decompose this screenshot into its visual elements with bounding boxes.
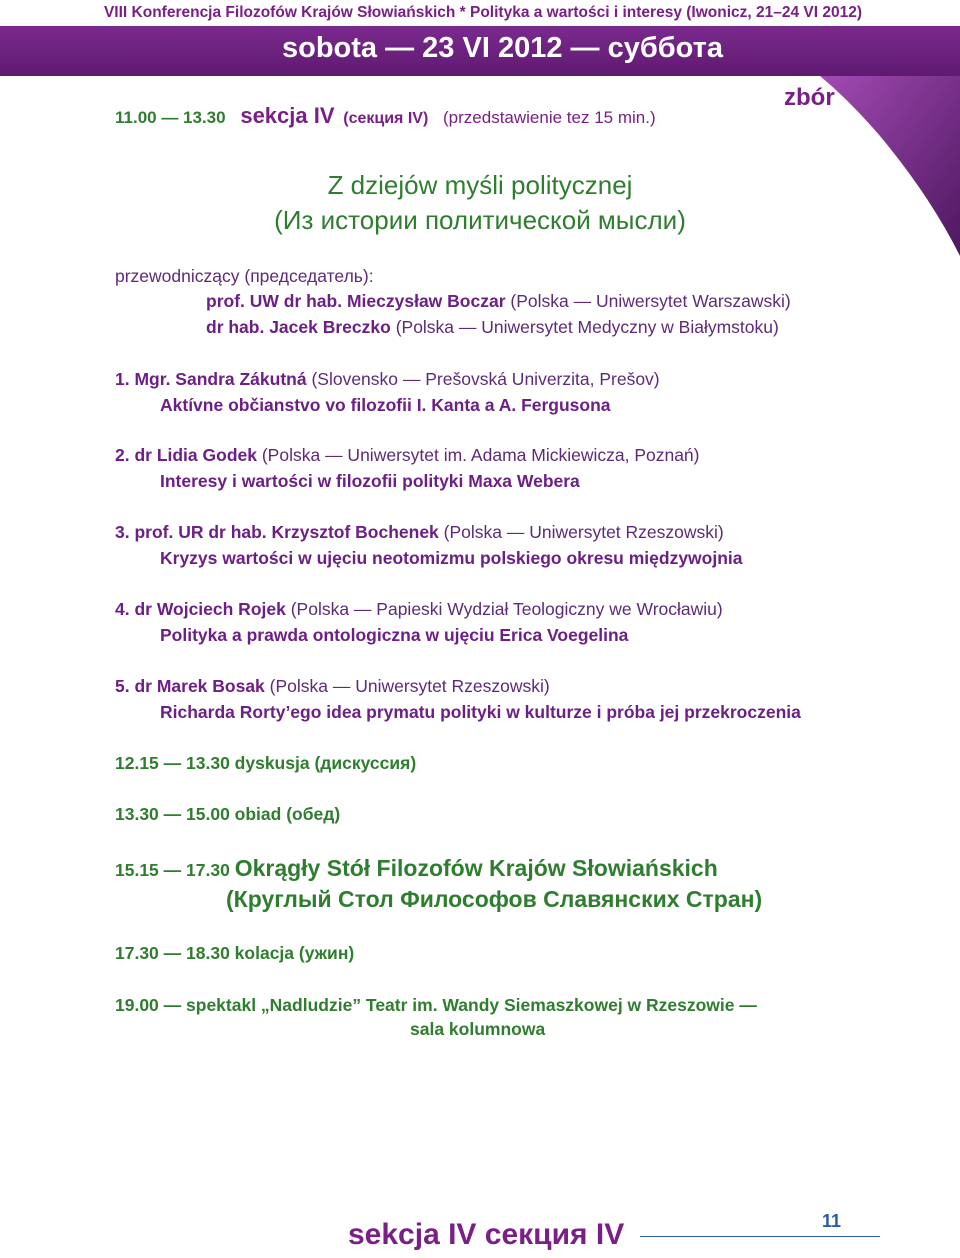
- schedule-show: 19.00 — spektakl „Nadludzie” Teatr im. Wandy Siemaszkowej w Rzeszowie —: [115, 995, 757, 1015]
- chair-affiliation: (Polska — Uniwersytet Warszawski): [510, 291, 791, 311]
- session-name-ru: (секция IV): [343, 110, 429, 127]
- speaker-name: 2. dr Lidia Godek: [115, 445, 257, 465]
- day-banner: [0, 26, 960, 76]
- chairs-label: przewodniczący (председатель):: [115, 266, 374, 286]
- session-theme-ru: (Из истории политической мысли): [274, 205, 686, 235]
- speaker-item: [115, 599, 723, 620]
- schedule-roundtable: [115, 855, 718, 882]
- conference-header: [0, 0, 960, 26]
- roundtable-time: 15.15 — 17.30: [115, 860, 230, 880]
- chair-name: prof. UW dr hab. Mieczysław Boczar: [206, 291, 506, 311]
- session-line: [115, 103, 656, 129]
- talk-title: Kryzys wartości w ujęciu neotomizmu polskiego okresu międzywojnia: [160, 548, 743, 568]
- speaker-name: 1. Mgr. Sandra Zákutná: [115, 369, 307, 389]
- speaker-name: 4. dr Wojciech Rojek: [115, 599, 286, 619]
- session-note: (przedstawienie tez 15 min.): [443, 108, 656, 127]
- speaker-item: [115, 369, 660, 390]
- speaker-affiliation: (Polska — Papieski Wydział Teologiczny we Wrocławiu): [290, 599, 723, 619]
- speaker-item: [115, 676, 550, 697]
- chair-item: [206, 317, 779, 338]
- schedule-dinner: 17.30 — 18.30 kolacja (ужин): [115, 943, 355, 963]
- page-number: 11: [822, 1211, 842, 1231]
- talk-title: Richarda Rorty’ego idea prymatu polityki w kulturze i próba jej przekroczenia: [160, 702, 801, 722]
- conference-title: VIII Konferencja Filozofów Krajów Słowiańskich * Polityka a wartości i interesy (Iwonicz, 21–24 VI 2012): [103, 4, 862, 21]
- schedule-discussion: 12.15 — 13.30 dyskusja (дискуссия): [115, 753, 417, 773]
- speaker-name: 5. dr Marek Bosak: [115, 676, 265, 696]
- chair-affiliation: (Polska — Uniwersytet Medyczny w Białymstoku): [395, 317, 779, 337]
- speaker-affiliation: (Polska — Uniwersytet Rzeszowski): [443, 522, 724, 542]
- speaker-name: 3. prof. UR dr hab. Krzysztof Bochenek: [115, 522, 439, 542]
- session-name: sekcja IV: [240, 103, 335, 128]
- day-title: sobota — 23 VI 2012 — суббота: [282, 32, 723, 64]
- talk-title: Interesy i wartości w filozofii polityki Maxa Webera: [160, 471, 580, 491]
- speaker-affiliation: (Slovensko — Prešovská Univerzita, Prešov): [311, 369, 660, 389]
- footer-section: sekcja IV секция IV: [348, 1218, 625, 1251]
- speaker-affiliation: (Polska — Uniwersytet im. Adama Mickiewicza, Poznań): [261, 445, 700, 465]
- talk-title: Aktívne občianstvo vo filozofii I. Kanta a A. Fergusona: [160, 395, 611, 415]
- schedule-show-place: sala kolumnowa: [410, 1019, 546, 1039]
- page-number-rule: [640, 1236, 880, 1237]
- session-time: 11.00 — 13.30: [115, 108, 226, 127]
- speaker-item: [115, 445, 700, 466]
- roundtable-title-pl: Okrągły Stół Filozofów Krajów Słowiańskich: [234, 855, 718, 881]
- schedule-lunch: 13.30 — 15.00 obiad (обед): [115, 804, 341, 824]
- speaker-item: [115, 522, 724, 543]
- zbor-tag: zbór: [784, 84, 835, 111]
- chair-name: dr hab. Jacek Breczko: [206, 317, 391, 337]
- speaker-affiliation: (Polska — Uniwersytet Rzeszowski): [269, 676, 550, 696]
- session-theme-pl: Z dziejów myśli politycznej: [327, 170, 633, 200]
- talk-title: Polityka a prawda ontologiczna w ujęciu Erica Voegelina: [160, 625, 629, 645]
- chair-item: [206, 291, 791, 312]
- roundtable-title-ru: (Круглый Стол Философов Славянских Стран): [226, 886, 763, 912]
